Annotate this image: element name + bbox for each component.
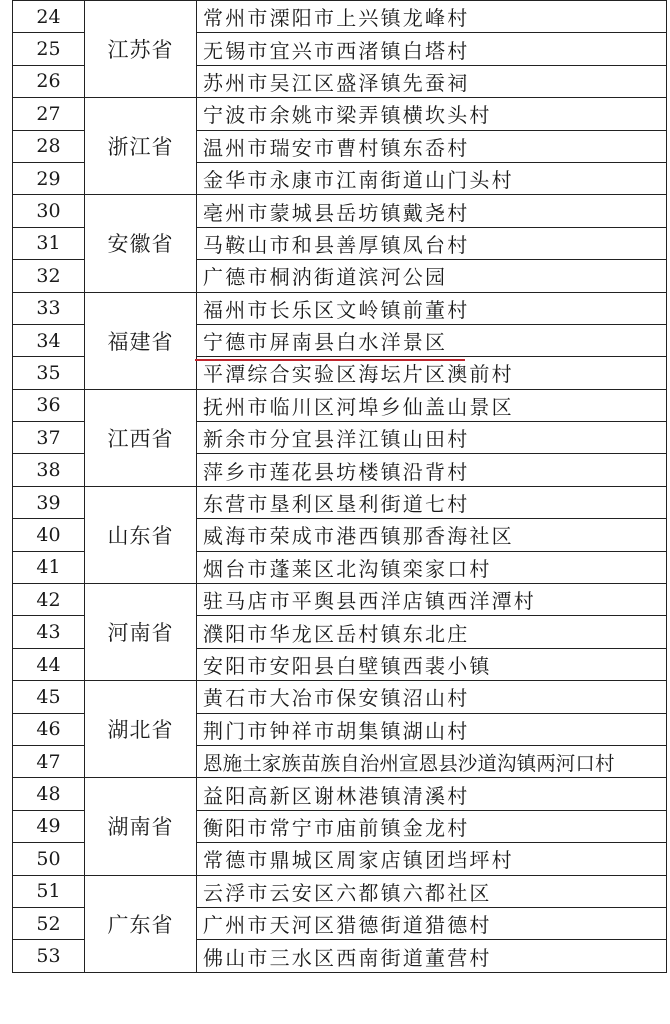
row-number: 28 (13, 130, 85, 162)
row-number: 32 (13, 260, 85, 292)
place-name: 新余市分宜县洋江镇山田村 (203, 427, 470, 452)
place-cell (197, 33, 667, 65)
place-name: 广州市天河区猎德街道猎德村 (203, 913, 492, 938)
table-row (13, 681, 667, 713)
place-cell (197, 1, 667, 33)
place-cell (197, 422, 667, 454)
place-cell (197, 357, 667, 389)
row-number: 47 (13, 745, 85, 777)
row-number: 34 (13, 324, 85, 356)
row-number: 43 (13, 616, 85, 648)
place-name: 广德市桐汭街道滨河公园 (203, 265, 448, 290)
province-cell: 河南省 (85, 584, 197, 681)
place-cell (197, 810, 667, 842)
place-name: 金华市永康市江南街道山门头村 (203, 168, 514, 193)
place-cell (197, 745, 667, 777)
row-number: 53 (13, 940, 85, 972)
province-cell: 山东省 (85, 486, 197, 583)
place-name: 宁波市余姚市梁弄镇横坎头村 (203, 103, 492, 128)
place-name: 抚州市临川区河埠乡仙盖山景区 (203, 394, 514, 419)
row-number: 46 (13, 713, 85, 745)
place-cell (197, 454, 667, 486)
place-name: 烟台市蓬莱区北沟镇栾家口村 (203, 556, 492, 581)
place-name: 东营市垦利区垦利街道七村 (203, 492, 470, 517)
place-name: 温州市瑞安市曹村镇东岙村 (203, 135, 470, 160)
row-number: 44 (13, 648, 85, 680)
row-number: 31 (13, 227, 85, 259)
province-cell: 浙江省 (85, 98, 197, 195)
place-cell (197, 875, 667, 907)
province-cell: 湖南省 (85, 778, 197, 875)
place-name: 濮阳市华龙区岳村镇东北庄 (203, 621, 470, 646)
row-number: 33 (13, 292, 85, 324)
row-number: 29 (13, 162, 85, 194)
table-row (13, 875, 667, 907)
place-cell (197, 907, 667, 939)
place-cell (197, 519, 667, 551)
place-cell (197, 940, 667, 972)
row-number: 52 (13, 907, 85, 939)
place-cell (197, 98, 667, 130)
place-name: 威海市荣成市港西镇那香海社区 (203, 524, 514, 549)
row-number: 48 (13, 778, 85, 810)
place-cell (197, 681, 667, 713)
place-cell (197, 551, 667, 583)
place-cell (197, 616, 667, 648)
table-row (13, 584, 667, 616)
row-number: 45 (13, 681, 85, 713)
place-name: 平潭综合实验区海坛片区澳前村 (203, 362, 514, 387)
place-cell (197, 324, 667, 356)
table-row (13, 195, 667, 227)
place-cell (197, 260, 667, 292)
place-cell (197, 713, 667, 745)
province-cell: 广东省 (85, 875, 197, 972)
place-name: 佛山市三水区西南街道董营村 (203, 945, 492, 970)
row-number: 35 (13, 357, 85, 389)
place-name: 衡阳市常宁市庙前镇金龙村 (203, 815, 470, 840)
row-number: 30 (13, 195, 85, 227)
place-cell (197, 292, 667, 324)
place-name: 常德市鼎城区周家店镇团垱坪村 (203, 848, 514, 873)
place-name: 黄石市大冶市保安镇沼山村 (203, 686, 470, 711)
province-cell: 湖北省 (85, 681, 197, 778)
destination-table (12, 0, 667, 973)
place-name: 安阳市安阳县白壁镇西裴小镇 (203, 654, 492, 678)
place-name: 荆门市钟祥市胡集镇湖山村 (203, 718, 470, 743)
place-cell (197, 195, 667, 227)
province-cell: 江西省 (85, 389, 197, 486)
row-number: 41 (13, 551, 85, 583)
place-name: 恩施土家族苗族自治州宣恩县沙道沟镇两河口村 (203, 751, 615, 775)
table-body (13, 1, 667, 973)
place-name: 亳州市蒙城县岳坊镇戴尧村 (203, 200, 470, 225)
province-cell: 江苏省 (85, 1, 197, 98)
table-row (13, 778, 667, 810)
row-number: 39 (13, 486, 85, 518)
row-number: 25 (13, 33, 85, 65)
place-cell (197, 389, 667, 421)
row-number: 40 (13, 519, 85, 551)
province-cell: 安徽省 (85, 195, 197, 292)
place-cell (197, 648, 667, 680)
place-name: 福州市长乐区文岭镇前董村 (203, 297, 470, 322)
row-number: 51 (13, 875, 85, 907)
place-cell (197, 584, 667, 616)
table-row (13, 292, 667, 324)
row-number: 50 (13, 843, 85, 875)
place-cell (197, 486, 667, 518)
place-name: 无锡市宜兴市西渚镇白塔村 (203, 38, 470, 63)
place-cell (197, 65, 667, 97)
table-row (13, 1, 667, 33)
row-number: 49 (13, 810, 85, 842)
row-number: 27 (13, 98, 85, 130)
table-row (13, 98, 667, 130)
place-name: 益阳高新区谢林港镇清溪村 (203, 783, 470, 808)
place-name: 马鞍山市和县善厚镇凤台村 (203, 232, 470, 257)
place-cell (197, 130, 667, 162)
table-row (13, 389, 667, 421)
place-name: 苏州市吴江区盛泽镇先蚕祠 (203, 70, 470, 95)
place-name: 驻马店市平舆县西洋店镇西洋潭村 (203, 589, 536, 614)
place-name: 云浮市云安区六都镇六都社区 (203, 880, 492, 905)
row-number: 26 (13, 65, 85, 97)
place-cell (197, 778, 667, 810)
place-name: 萍乡市莲花县坊楼镇沿背村 (203, 459, 470, 484)
underlined-place-name: 宁德市屏南县白水洋景区 (203, 326, 447, 355)
place-cell (197, 162, 667, 194)
row-number: 36 (13, 389, 85, 421)
place-cell (197, 843, 667, 875)
row-number: 37 (13, 422, 85, 454)
province-cell: 福建省 (85, 292, 197, 389)
table-row (13, 486, 667, 518)
row-number: 42 (13, 584, 85, 616)
place-name: 常州市溧阳市上兴镇龙峰村 (203, 6, 470, 31)
row-number: 24 (13, 1, 85, 33)
place-cell (197, 227, 667, 259)
row-number: 38 (13, 454, 85, 486)
